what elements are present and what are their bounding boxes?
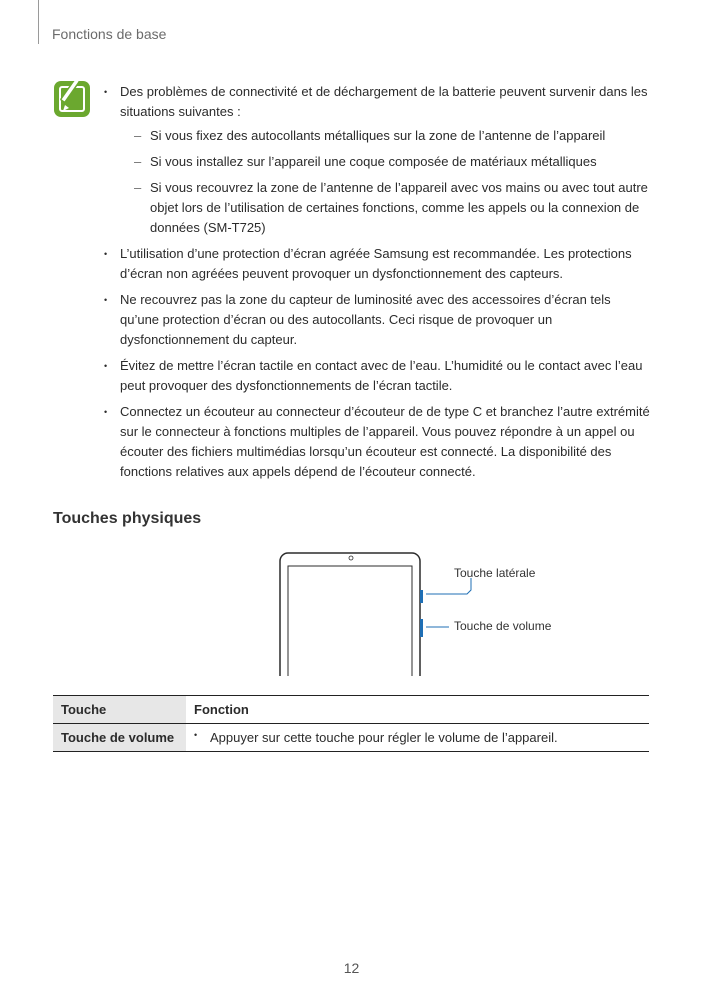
- note-list: [104, 82, 652, 488]
- table-header-row: [53, 696, 649, 724]
- note-sub-list: [120, 126, 652, 238]
- note-bullet: [104, 82, 652, 238]
- note-bullet: • Ne recouvrez pas la zone du capteur de luminosité avec des accessoires d’écran tels qu’une protection d’écran ou des autocollants. Ceci risque de provoquer un dysfonctionnement du capteur.: [104, 290, 652, 350]
- note-pencil-icon: [54, 81, 90, 117]
- note-sub-item: – Si vous fixez des autocollants métalliques sur la zone de l’antenne de l’appareil: [120, 126, 652, 146]
- table-row: [53, 724, 649, 752]
- section-heading: Touches physiques: [53, 510, 202, 527]
- tablet-illustration: [279, 552, 424, 676]
- table-header-function: Fonction: [194, 702, 249, 717]
- note-text: Des problèmes de connectivité et de déchargement de la batterie peuvent survenir dans les situations suivantes :: [120, 84, 648, 119]
- side-key-label: Touche latérale: [454, 566, 536, 580]
- note-bullet: • Connectez un écouteur au connecteur d’écouteur de de type C et branchez l’autre extrémité sur le connecteur à fonctions multiples de l’appareil. Vous pouvez répondre à un appel ou écouter des fichiers multimédias lorsqu’un écouteur est connecté. La disponibilité des fonctions relatives aux appels dépend de l’écouteur connecté.: [104, 402, 652, 482]
- header-rule: [38, 0, 39, 44]
- note-sub-item: – Si vous recouvrez la zone de l’antenne de l’appareil avec vos mains ou avec tout autre objet lors de l’utilisation de certaines fonctions, comme les appels ou la connexion de données (SM-T725): [120, 178, 652, 238]
- volume-key-label: Touche de volume: [454, 619, 552, 633]
- table-cell-key: Touche de volume: [53, 724, 186, 752]
- running-header: Fonctions de base: [52, 26, 167, 42]
- table-cell-function: [186, 724, 649, 752]
- note-sub-item: – Si vous installez sur l’appareil une coque composée de matériaux métalliques: [120, 152, 652, 172]
- function-bullet: • Appuyer sur cette touche pour régler le volume de l’appareil.: [194, 730, 641, 745]
- note-bullet: • L’utilisation d’une protection d’écran agréée Samsung est recommandée. Les protections d’écran non agréées peuvent provoquer un dysfonctionnement des capteurs.: [104, 244, 652, 284]
- page-number: 12: [343, 960, 360, 976]
- keys-table: [53, 695, 649, 752]
- note-bullet: • Évitez de mettre l’écran tactile en contact avec de l’eau. L’humidité ou le contact avec l’eau peut provoquer des dysfonctionnements de l’écran tactile.: [104, 356, 652, 396]
- table-header-key: Touche: [53, 696, 186, 724]
